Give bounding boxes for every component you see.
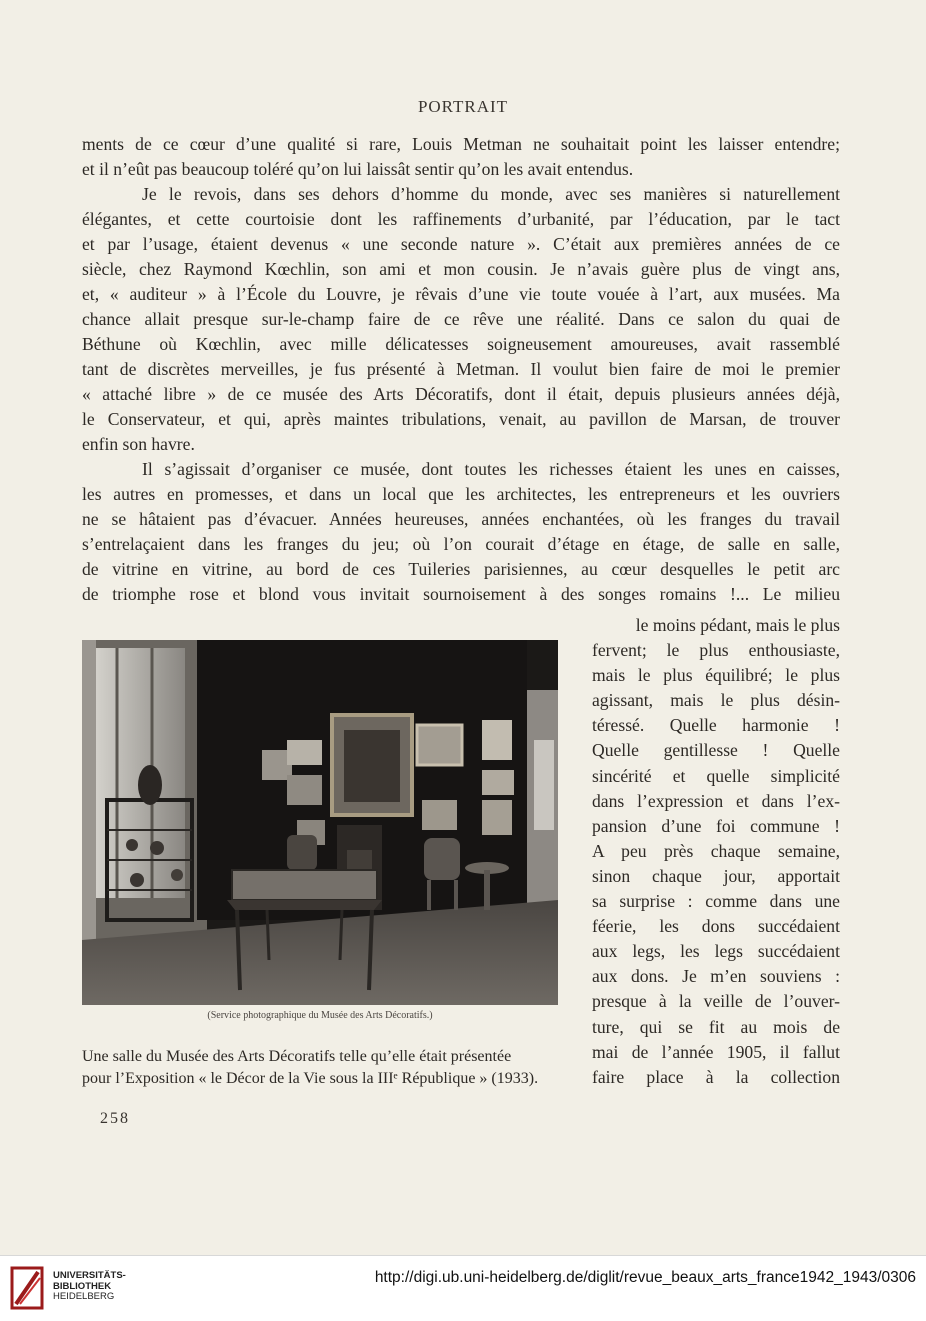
library-name-line: HEIDELBERG (53, 1291, 115, 1302)
text-line: presque à la veille de l’ouver- (592, 991, 840, 1012)
photo-credit: (Service photographique du Musée des Arts Décoratifs.) (207, 1010, 433, 1021)
text-line: « attaché libre » de ce musée des Arts Décoratifs, dont il était, depuis plusieurs années déjà, (82, 384, 840, 404)
text-line: ture, qui se fit au mois de (592, 1016, 840, 1037)
text-line: agissant, mais le plus désin- (592, 690, 840, 711)
paragraph-1 (82, 132, 840, 182)
text-line: mais le plus équilibré; le plus (592, 665, 840, 686)
text-line: féerie, les dons succédaient (592, 916, 840, 937)
text-line: élégantes, et cette courtoisie dont les raffinements d’urbanité, par l’éducation, par le tact (82, 209, 840, 229)
text-line: et par l’usage, étaient devenus « une seconde nature ». C’était aux premières années de ce (82, 234, 840, 254)
caption-line: Une salle du Musée des Arts Décoratifs telle qu’elle était présentée (82, 1048, 512, 1065)
text-line: fervent; le plus enthousiaste, (592, 640, 840, 661)
running-title: PORTRAIT (417, 97, 509, 116)
text-line: pansion d’une foi commune ! (592, 815, 840, 836)
text-line: et, « auditeur » à l’École du Louvre, je rêvais d’une vie toute vouée à l’art, aux musées. Ma (82, 284, 840, 304)
text-line: et il n’eût pas beaucoup toléré qu’on lui laissât sentir qu’on les avait entendus. (82, 159, 634, 179)
university-library-logo-icon (10, 1264, 50, 1312)
library-name-line: UNIVERSITÄTS- (53, 1270, 126, 1281)
text-line: le Conservateur, et qui, après maintes tribulations, venait, au pavillon de Marsan, de trouver (82, 409, 840, 429)
side-column-text (592, 613, 840, 1090)
text-line: chance allait presque sur-le-champ faire de ce rêve une réalité. Dans ce salon du quai de (82, 309, 840, 329)
page-number: 258 (100, 1110, 130, 1127)
text-line: dans l’expression et dans l’ex- (592, 790, 840, 811)
text-line: enfin son havre. (82, 434, 195, 454)
text-line: téressé. Quelle harmonie ! (592, 715, 840, 736)
text-line: Quelle gentillesse ! Quelle (592, 740, 840, 761)
text-line: de vitrine en vitrine, au bord de ces Tuileries parisiennes, au cœur desquelles le petit arc (82, 559, 840, 579)
text-line: A peu près chaque semaine, (592, 840, 840, 861)
text-line: aux legs, les legs succédaient (592, 941, 840, 962)
text-line: de triomphe rose et blond vous invitait sournoisement à des songes romains !... Le milieu (82, 584, 840, 604)
text-line: s’entrelaçaient dans les franges du jeu; où l’on courait d’étage en étage, de salle en salle, (82, 534, 840, 554)
caption-line: pour l’Exposition « le Décor de la Vie sous la IIIᵉ République » (1933). (82, 1070, 539, 1087)
text-line: le moins pédant, mais le plus (635, 615, 840, 635)
museum-room-photograph (82, 640, 558, 1005)
text-line: siècle, chez Raymond Kœchlin, son ami et mon cousin. Je n’avais guère plus de vingt ans, (82, 259, 840, 279)
permalink-url[interactable]: http://digi.ub.uni-heidelberg.de/diglit/revue_beaux_arts_france1942_1943/0306 (374, 1269, 916, 1286)
text-line: sincérité et quelle simplicité (592, 765, 840, 786)
text-line: sinon chaque jour, apportait (592, 865, 840, 886)
text-line: faire place à la collection (592, 1066, 840, 1087)
paragraph-3 (82, 457, 840, 607)
text-line: ments de ce cœur d’une qualité si rare, Louis Metman ne souhaitait point les laisser entendre; (82, 134, 840, 154)
figure-caption (82, 1046, 562, 1090)
text-line: aux dons. Je m’en souviens : (592, 966, 840, 987)
library-name-line: BIBLIOTHEK (53, 1280, 112, 1292)
text-line: mai de l’année 1905, il fallut (592, 1041, 840, 1062)
text-line: Il s’agissait d’organiser ce musée, dont toutes les richesses étaient les unes en caisses, (142, 459, 840, 479)
text-line: sa surprise : comme dans une (592, 891, 840, 912)
text-line: Je le revois, dans ses dehors d’homme du monde, avec ses manières si naturellement (142, 184, 840, 204)
library-name (53, 1271, 126, 1303)
text-line: Béthune où Kœchlin, avec mille délicatesses soigneusement amoureuses, avait rassemblé (82, 334, 840, 354)
photograph-illustration (82, 640, 558, 1005)
text-line: les autres en promesses, et dans un local que les architectes, les entrepreneurs et les ouvriers (82, 484, 840, 504)
viewer-footer (0, 1255, 926, 1321)
text-line: ne se hâtaient pas d’évacuer. Années heureuses, années enchantées, où les franges du travail (82, 509, 840, 529)
text-line: tant de discrètes merveilles, je fus présenté à Metman. Il voulut bien faire de moi le premier (82, 359, 840, 379)
paragraph-2 (82, 182, 840, 457)
